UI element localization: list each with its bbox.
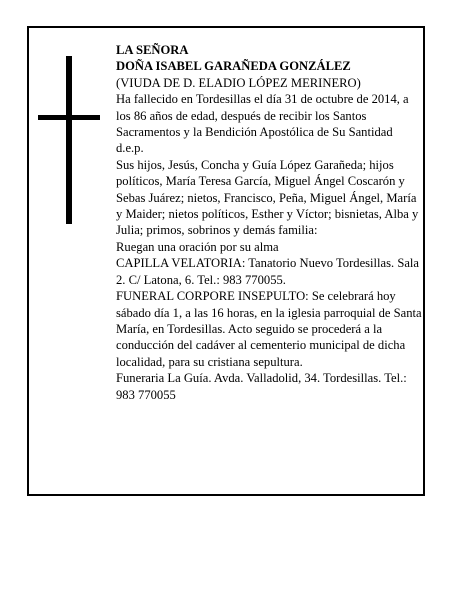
funeral-info: FUNERAL CORPORE INSEPULTO: Se celebrará hoy sábado día 1, a las 16 horas, en la iglesia parroquial de Santa María, en Tordesillas. Acto seguido se procederá a la conducción del cadáver al cementerio municipal de dicha localidad, para su cristiana sepultura. bbox=[116, 289, 422, 369]
honorific: LA SEÑORA bbox=[116, 43, 189, 57]
prayer-request: Ruegan una oración por su alma bbox=[116, 239, 279, 254]
widow-of: (VIUDA DE D. ELADIO LÓPEZ MERINERO) bbox=[116, 75, 361, 90]
chapel-info: CAPILLA VELATORIA: Tanatorio Nuevo Tordesillas. Sala 2. C/ Latona, 6. Tel.: 983 770055. bbox=[116, 256, 420, 287]
cross-icon bbox=[38, 56, 100, 224]
family-list: Sus hijos, Jesús, Concha y Guía López Garañeda; hijos políticos, María Teresa García, Miguel Ángel Coscarón y Sebas Juárez; nietos, Francisco, Peña, Miguel Ángel, María y Maider; nietos políticos, Esther y Víctor; bisnietas, Alba y Julia; primos, sobrinos y demás familia: bbox=[116, 157, 419, 238]
cross-vertical-bar bbox=[66, 56, 72, 224]
death-announcement: Ha fallecido en Tordesillas el día 31 de octubre de 2014, a los 86 años de edad, después de recibir los Santos Sacramentos y la Bendición Apostólica de Su Santidad bbox=[116, 92, 409, 140]
notice-text bbox=[116, 42, 424, 403]
cross-horizontal-bar bbox=[38, 115, 100, 120]
funeral-home-info: Funeraria La Guía. Avda. Valladolid, 34. Tordesillas. Tel.: 983 770055 bbox=[116, 371, 407, 402]
rip: d.e.p. bbox=[116, 141, 144, 156]
deceased-name: DOÑA ISABEL GARAÑEDA GONZÁLEZ bbox=[116, 59, 351, 74]
obituary-notice bbox=[27, 26, 425, 496]
